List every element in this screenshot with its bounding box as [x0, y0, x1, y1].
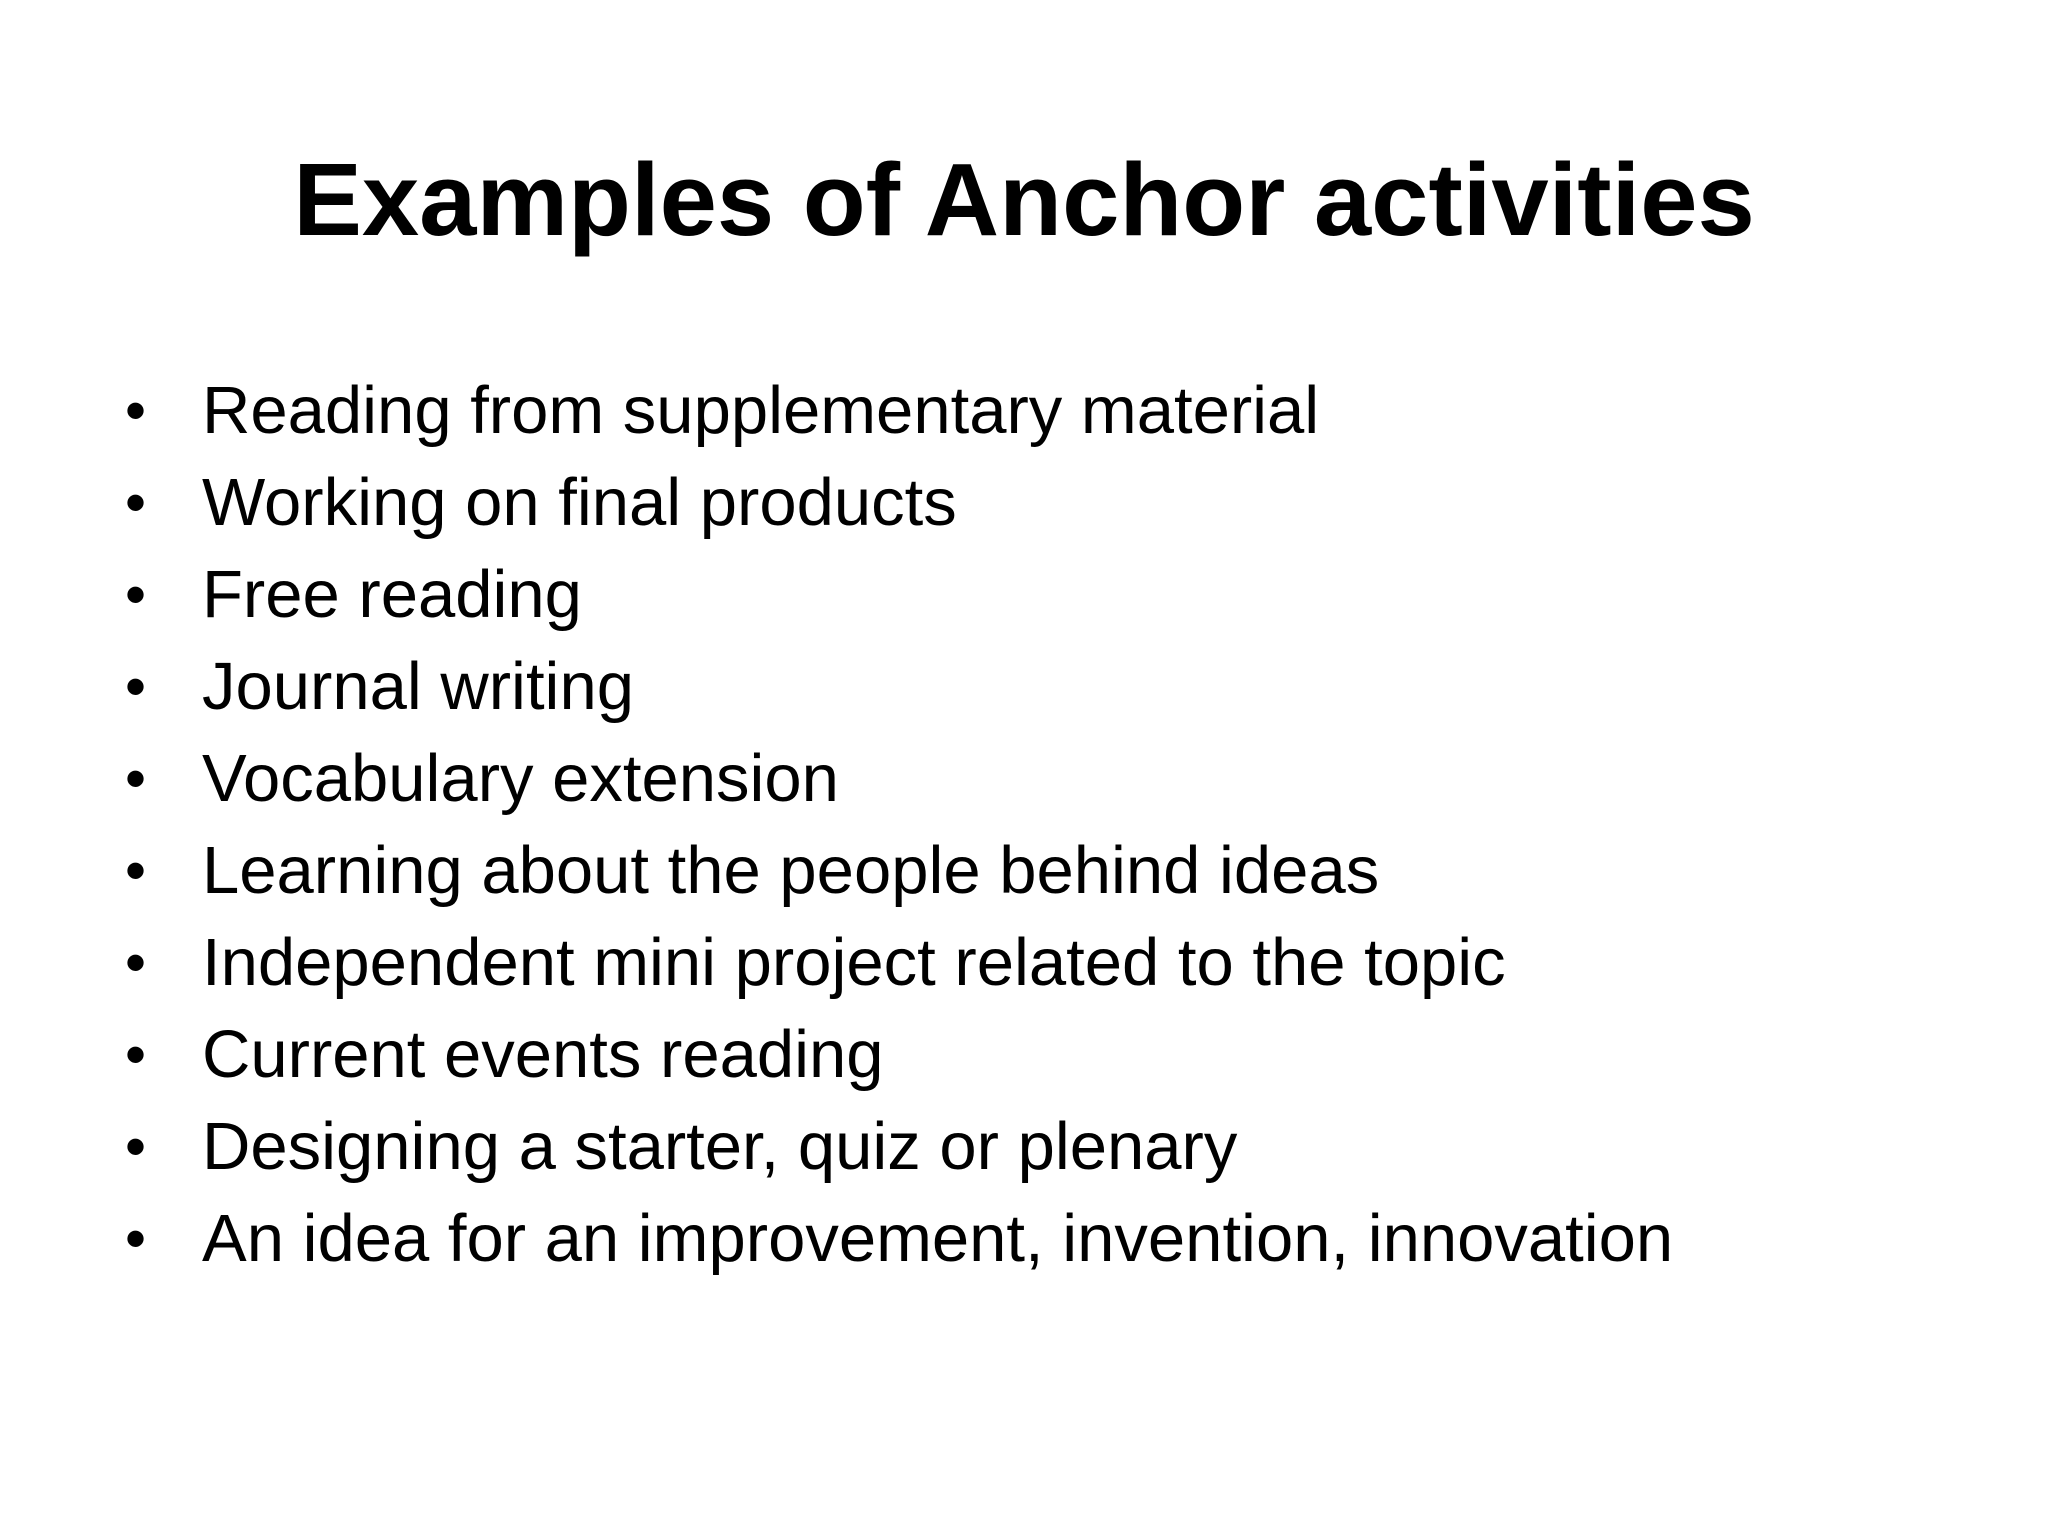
bullet-item	[0, 733, 2048, 825]
bullet-text: Journal writing	[202, 649, 634, 724]
bullet-item	[0, 825, 2048, 917]
bullet-item	[0, 1101, 2048, 1193]
bullet-icon: •	[125, 929, 147, 996]
bullet-icon: •	[125, 1205, 147, 1272]
bullet-icon: •	[125, 469, 147, 536]
bullet-icon: •	[125, 745, 147, 812]
bullet-text: Learning about the people behind ideas	[202, 833, 1380, 908]
bullet-text: Current events reading	[202, 1017, 884, 1092]
bullet-icon: •	[125, 1021, 147, 1088]
bullet-item	[0, 1193, 2048, 1285]
bullet-icon: •	[125, 377, 147, 444]
bullet-list	[0, 365, 2048, 1285]
bullet-item	[0, 917, 2048, 1009]
bullet-icon: •	[125, 561, 147, 628]
bullet-icon: •	[125, 837, 147, 904]
bullet-item	[0, 641, 2048, 733]
bullet-text: Working on final products	[202, 465, 957, 540]
bullet-text: An idea for an improvement, invention, innovation	[202, 1201, 1674, 1276]
bullet-text: Independent mini project related to the topic	[202, 925, 1506, 1000]
bullet-text: Reading from supplementary material	[202, 373, 1320, 448]
bullet-item	[0, 365, 2048, 457]
bullet-item	[0, 1009, 2048, 1101]
bullet-text: Designing a starter, quiz or plenary	[202, 1109, 1238, 1184]
bullet-icon: •	[125, 1113, 147, 1180]
bullet-text: Free reading	[202, 557, 582, 632]
slide-title: Examples of Anchor activities	[293, 142, 1755, 257]
bullet-item	[0, 457, 2048, 549]
bullet-item	[0, 549, 2048, 641]
bullet-icon: •	[125, 653, 147, 720]
bullet-text: Vocabulary extension	[202, 741, 839, 816]
